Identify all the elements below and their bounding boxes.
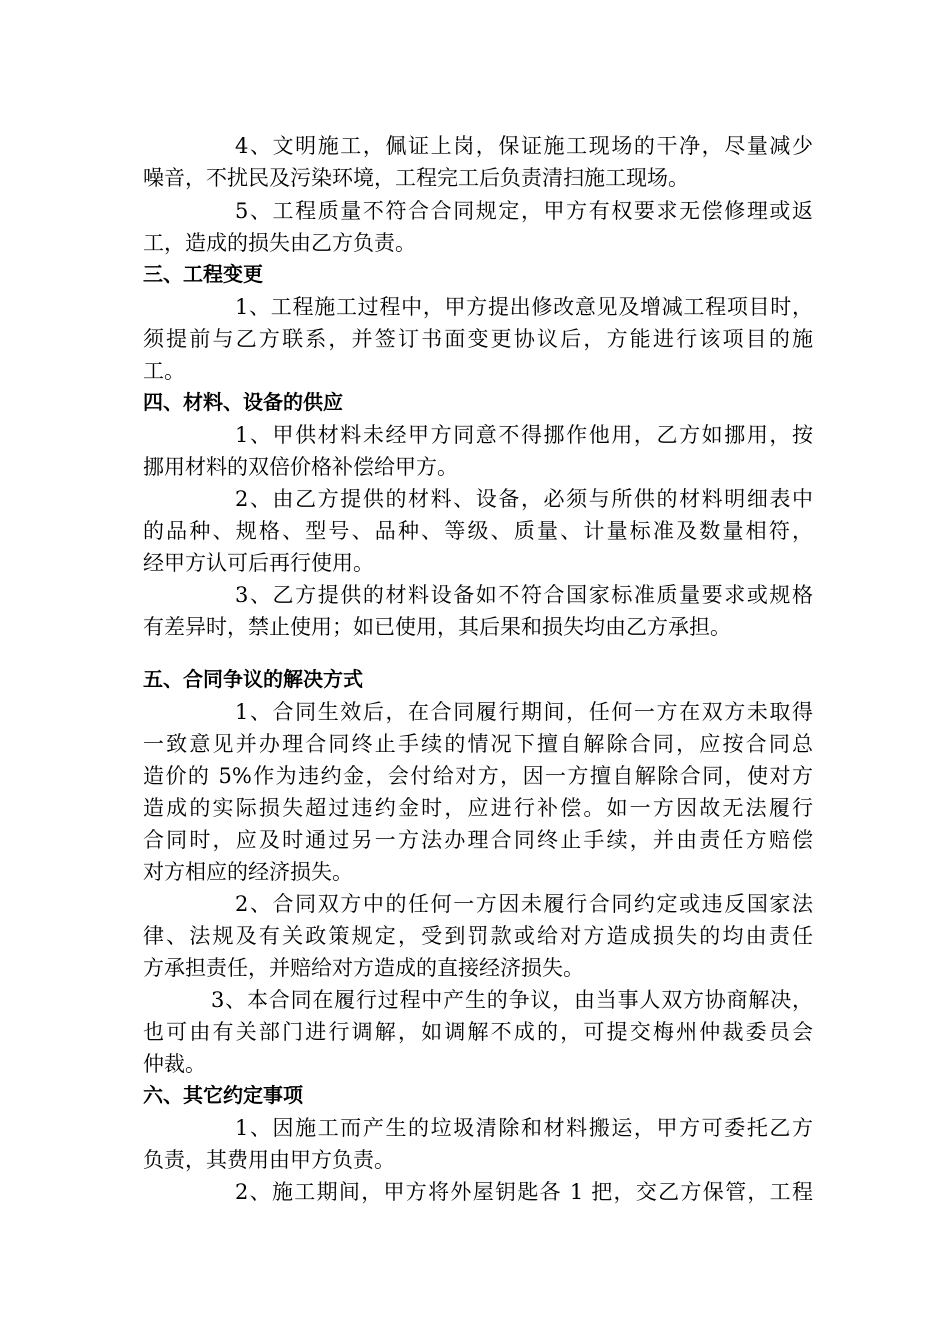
text-line: 经甲方认可后再行使用。	[143, 551, 374, 575]
text-line: 一致意见并办理合同终止手续的情况下擅自解除合同，应按合同总	[143, 732, 813, 756]
text-line: 2、由乙方提供的材料、设备，必须与所供的材料明细表中	[235, 487, 813, 511]
text-line: 有差异时，禁止使用；如已使用，其后果和损失均由乙方承担。	[143, 615, 731, 639]
text-line: 3、本合同在履行过程中产生的争议，由当事人双方协商解决，	[211, 988, 813, 1012]
section-heading-3: 三、工程变更	[143, 262, 263, 286]
text-line: 须提前与乙方联系，并签订书面变更协议后，方能进行该项目的施	[143, 327, 813, 351]
text-line: 4、文明施工，佩证上岗，保证施工现场的干净，尽量减少	[235, 134, 813, 158]
text-line: 律、法规及有关政策规定，受到罚款或给对方造成损失的均由责任	[143, 924, 813, 948]
text-line: 工，造成的损失由乙方负责。	[143, 231, 416, 255]
text-line: 1、工程施工过程中，甲方提出修改意见及增减工程项目时，	[235, 295, 813, 319]
text-line: 造价的 5%作为违约金，会付给对方，因一方擅自解除合同，使对方	[143, 764, 813, 788]
section-heading-6: 六、其它约定事项	[143, 1083, 303, 1107]
text-line: 造成的实际损失超过违约金时，应进行补偿。如一方因故无法履行	[143, 796, 813, 820]
text-line: 1、合同生效后，在合同履行期间，任何一方在双方未取得	[235, 700, 813, 724]
text-line: 对方相应的经济损失。	[143, 860, 353, 884]
text-line: 仲裁。	[143, 1052, 206, 1076]
text-line: 1、因施工而产生的垃圾清除和材料搬运，甲方可委托乙方	[235, 1116, 813, 1140]
text-line: 噪音，不扰民及污染环境，工程完工后负责清扫施工现场。	[143, 166, 689, 190]
text-line: 3、乙方提供的材料设备如不符合国家标准质量要求或规格	[235, 583, 813, 607]
text-line: 方承担责任，并赔给对方造成的直接经济损失。	[143, 956, 584, 980]
text-line: 挪用材料的双倍价格补偿给甲方。	[143, 455, 458, 479]
section-heading-5: 五、合同争议的解决方式	[143, 667, 363, 691]
text-line: 工。	[143, 359, 185, 383]
text-line: 负责，其费用由甲方负责。	[143, 1148, 395, 1172]
text-line: 也可由有关部门进行调解，如调解不成的，可提交梅州仲裁委员会	[143, 1020, 813, 1044]
text-line: 5、工程质量不符合合同规定，甲方有权要求无偿修理或返	[235, 199, 813, 223]
text-line: 2、施工期间，甲方将外屋钥匙各 1 把，交乙方保管，工程	[235, 1180, 813, 1204]
section-heading-4: 四、材料、设备的供应	[143, 390, 343, 414]
text-line: 1、甲供材料未经甲方同意不得挪作他用，乙方如挪用，按	[235, 423, 813, 447]
text-line: 的品种、规格、型号、品种、等级、质量、计量标准及数量相符，	[143, 519, 813, 543]
text-line: 2、合同双方中的任何一方因未履行合同约定或违反国家法	[235, 892, 813, 916]
text-line: 合同时，应及时通过另一方法办理合同终止手续，并由责任方赔偿	[143, 828, 813, 852]
